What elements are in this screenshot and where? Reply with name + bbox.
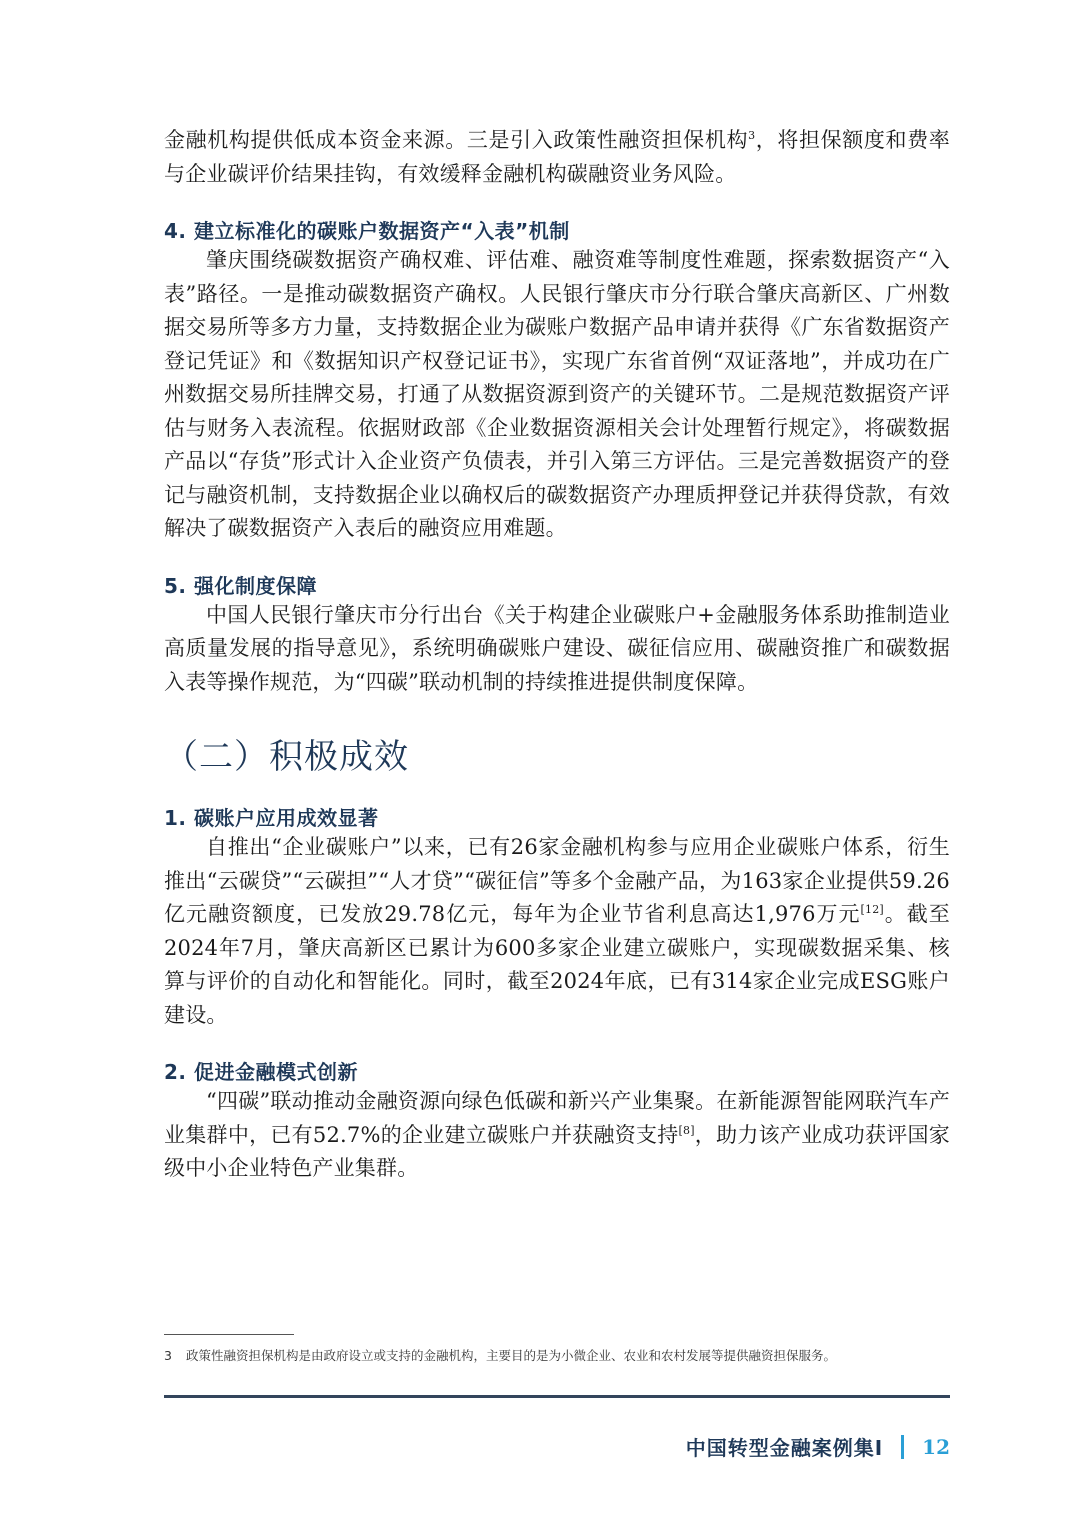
intro-paragraph — [164, 124, 950, 191]
footnote-number: 3 — [164, 1348, 172, 1363]
paragraph-2-text-cont: ，助力该产业成功获评国家级中小企业特色产业集群。 — [164, 1122, 950, 1180]
paragraph-1-text: 自推出“企业碳账户”以来，已有26家金融机构参与应用企业碳账户体系，衍生推出“云碳贷”“云碳担”“人才贷”“碳征信”等多个金融产品，为163家企业提供59.26亿元融资额度，已发放29.78亿元，每年为企业节省利息高达1,976万元 — [164, 835, 950, 926]
book-title: 中国转型金融案例集Ⅰ — [685, 1436, 884, 1460]
paragraph-5: 中国人民银行肇庆市分行出台《关于构建企业碳账户+金融服务体系助推制造业高质量发展的指导意见》，系统明确碳账户建设、碳征信应用、碳融资推广和碳数据入表等操作规范，为“四碳”联动机制的持续推进提供制度保障。 — [164, 602, 950, 694]
intro-text-cont: ，将担保额度和费率与企业碳评价结果挂钩，有效缓释金融机构碳融资业务风险。 — [164, 128, 950, 186]
paragraph-4: 肇庆围绕碳数据资产确权难、评估难、融资难等制度性难题，探索数据资产“入表”路径。一是推动碳数据资产确权。人民银行肇庆市分行联合肇庆高新区、广州数据交易所等多方力量，支持数据企业为碳账户数据产品申请并获得《广东省数据资产登记凭证》和《数据知识产权登记证书》，实现广东省首例“双证落地”，并成功在广州数据交易所挂牌交易，打通了从数据资源到资产的关键环节。二是规范数据资产评估与财务入表流程。依据财政部《企业数据资源相关会计处理暂行规定》，将碳数据产品以“存货”形式计入企业资产负债表，并引入第三方评估。三是完善数据资产的登记与融资机制，支持数据企业以确权后的碳数据资产办理质押登记并获得贷款，有效解决了碳数据资产入表后的融资应用难题。 — [164, 248, 950, 540]
footer-divider — [164, 1395, 950, 1398]
footnote-divider — [164, 1334, 294, 1335]
citation-8[interactable]: [8] — [678, 1123, 695, 1137]
heading-2: 2. 促进金融模式创新 — [164, 1060, 358, 1084]
paragraph-2 — [164, 1085, 950, 1186]
heading-5: 5. 强化制度保障 — [164, 573, 317, 598]
page-number: 12 — [922, 1434, 950, 1459]
paragraph-2-text: “四碳”联动推动金融资源向绿色低碳和新兴产业集聚。在新能源智能网联汽车产业集群中，已有52.7%的企业建立碳账户并获融资支持 — [164, 1089, 950, 1147]
paragraph-1-text-cont: 。截至2024年7月，肇庆高新区已累计为600多家企业建立碳账户，实现碳数据采集、核算与评价的自动化和智能化。同时，截至2024年底，已有314家企业完成ESG账户建设。 — [164, 902, 950, 1027]
section-title: （二）积极成效 — [164, 737, 409, 777]
heading-1: 1. 碳账户应用成效显著 — [164, 806, 379, 830]
page-footer — [686, 1432, 950, 1461]
intro-text: 金融机构提供低成本资金来源。三是引入政策性融资担保机构 — [164, 128, 749, 152]
citation-12[interactable]: [12] — [860, 903, 884, 916]
paragraph-1 — [164, 831, 950, 1032]
footer-separator — [901, 1435, 904, 1459]
footnote-ref-3[interactable]: 3 — [748, 129, 756, 142]
page-content — [164, 124, 950, 1186]
heading-4: 4. 建立标准化的碳账户数据资产“入表”机制 — [164, 219, 570, 243]
footnote — [164, 1346, 964, 1364]
footnote-text: 政策性融资担保机构是由政府设立或支持的金融机构，主要目的是为小微企业、农业和农村发展等提供融资担保服务。 — [186, 1348, 837, 1363]
